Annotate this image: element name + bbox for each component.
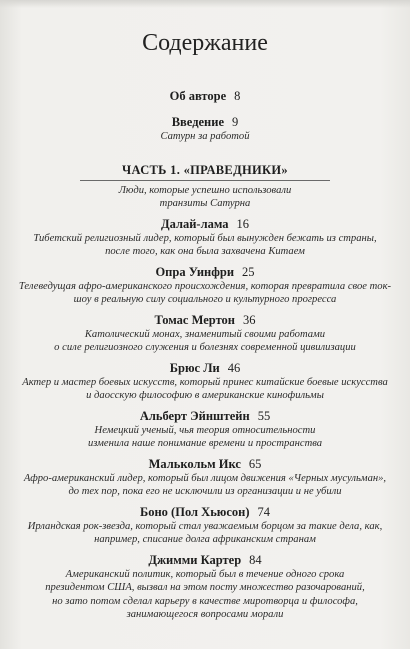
toc-entry bbox=[0, 264, 410, 280]
toc-entry bbox=[0, 216, 410, 232]
page-title: Содержание bbox=[142, 30, 268, 56]
toc-entry-subtitle: Сатурн за работой bbox=[160, 131, 250, 142]
toc-entry-description-line: Тибетский религиозный лидер, который был вынужден бежать из страны, bbox=[33, 232, 377, 244]
toc-entry-page: 16 bbox=[236, 216, 250, 231]
toc-entry-page: 55 bbox=[257, 408, 271, 423]
toc-entry-title: Малькольм Икс bbox=[148, 456, 241, 471]
toc-entry-title: Далай-лама bbox=[160, 216, 229, 231]
toc-entry-page: 46 bbox=[227, 360, 241, 375]
toc-entry-description-line: Немецкий ученый, чья теория относительности bbox=[94, 424, 316, 436]
toc-entry-description-line: Актер и мастер боевых искусств, который принес китайские боевые искусства bbox=[22, 376, 388, 388]
toc-entry-description-line: например, списание долга африканским странам bbox=[94, 534, 316, 545]
toc-entry-title: Альберт Эйнштейн bbox=[139, 408, 250, 423]
toc-entry-description-line: Американский политик, который был в течение одного срока bbox=[65, 568, 345, 580]
toc-entry-page: 84 bbox=[249, 552, 262, 567]
chapter-list bbox=[0, 211, 410, 622]
toc-entry-description-line: Католический монах, знаменитый своими работами bbox=[84, 328, 326, 340]
toc-entry-title: Томас Мертон bbox=[154, 312, 236, 327]
toc-entry bbox=[0, 504, 410, 520]
toc-entry-page: 36 bbox=[243, 312, 256, 327]
toc-entry-page: 25 bbox=[242, 264, 255, 279]
toc-entry-about-author bbox=[0, 88, 410, 104]
toc-entry bbox=[0, 360, 410, 376]
toc-entry-title: Брюс Ли bbox=[169, 360, 220, 375]
toc-entry-page: 65 bbox=[248, 456, 262, 471]
toc-entry-title: Об авторе bbox=[169, 89, 227, 103]
part-description-line: транзиты Сатурна bbox=[159, 198, 251, 209]
toc-entry-title: Опра Уинфри bbox=[155, 264, 235, 279]
toc-entry-description-line: изменила наше понимание времени и пространства bbox=[87, 438, 323, 449]
page-top-shadow bbox=[0, 0, 410, 8]
toc-entry-page: 74 bbox=[257, 504, 271, 519]
toc-entry-description-line: но зато потом сделал карьеру в качестве миротворца и философа, bbox=[52, 595, 358, 607]
toc-entry-description-line: Телеведущая афро-американского происхождения, которая превратила свое ток- bbox=[18, 280, 392, 292]
toc-entry-description-line: шоу в реальную силу социального и культурного прогресса bbox=[73, 294, 337, 305]
toc-entry-description-line: президентом США, вызвал на этом посту множество разочарований, bbox=[45, 582, 365, 593]
toc-entry bbox=[0, 456, 410, 472]
toc-entry-description-line: о силе религиозного служения и болезнях современной цивилизации bbox=[54, 342, 356, 353]
toc-entry-description-line: Ирландская рок-звезда, который стал уважаемым борцом за такие дела, как, bbox=[27, 520, 383, 532]
toc-entry-description-line: и даосскую философию в американские кинофильмы bbox=[86, 390, 324, 401]
toc-entry-title: Введение bbox=[171, 115, 225, 129]
toc-entry bbox=[0, 312, 410, 328]
toc-entry-title: Боно (Пол Хьюсон) bbox=[139, 504, 250, 519]
part-description-line: Люди, которые успешно использовали bbox=[118, 184, 292, 196]
toc-entry-page: 9 bbox=[232, 115, 239, 129]
part-heading: ЧАСТЬ 1. «ПРАВЕДНИКИ» bbox=[122, 162, 288, 177]
part-rule bbox=[80, 180, 330, 181]
toc-entry-introduction bbox=[0, 114, 410, 130]
toc-entry-description-line: Афро-американский лидер, который был лицом движения «Черных мусульман», bbox=[23, 472, 387, 484]
toc-entry-description-line: до тех пор, пока его не исключили из организации и не убили bbox=[68, 486, 342, 497]
toc-entry-page: 8 bbox=[234, 89, 241, 103]
toc-entry bbox=[0, 552, 410, 568]
toc-entry bbox=[0, 408, 410, 424]
table-of-contents bbox=[0, 88, 410, 622]
toc-entry-description-line: после того, как она была захвачена Китаем bbox=[105, 246, 305, 257]
toc-entry-title: Джимми Картер bbox=[148, 552, 242, 567]
toc-entry-description-line: занимающегося вопросами морали bbox=[126, 609, 284, 620]
